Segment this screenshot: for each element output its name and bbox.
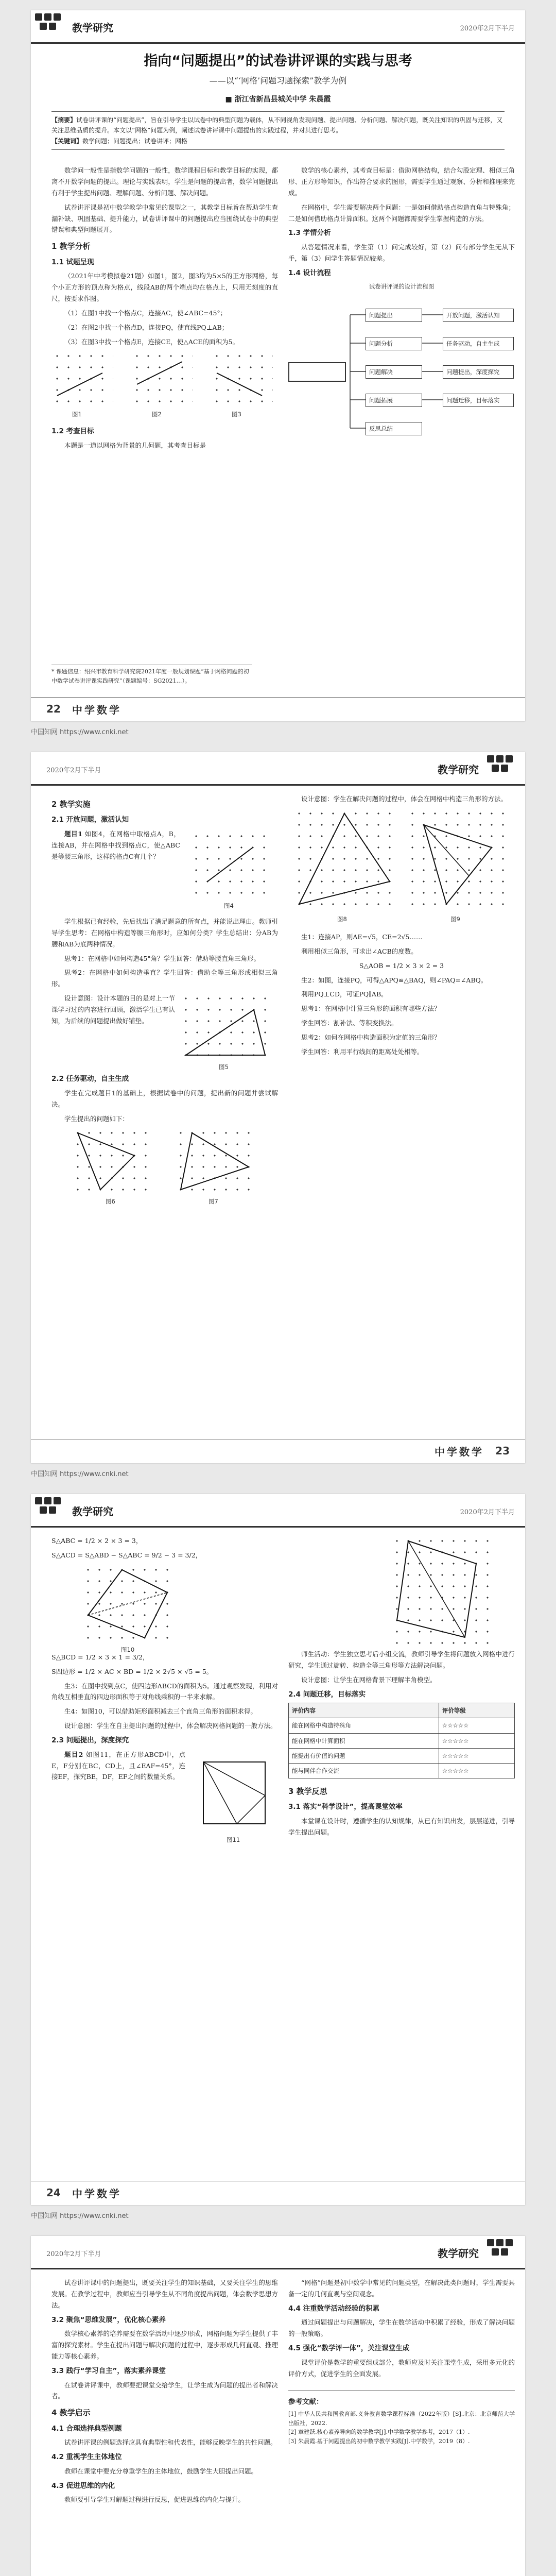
section-heading: 1 教学分析	[51, 242, 91, 251]
subsection-heading: 3.3 践行“学习自主”，落实素养课堂	[51, 2366, 166, 2375]
subsection-heading: 2.1 开放问题，激活认知	[51, 816, 129, 824]
article-subtitle: ——以“‘网格’问题习题探索”教学为例	[209, 76, 347, 86]
figure-caption: 图8	[337, 915, 347, 923]
page-number: 24	[46, 2187, 61, 2199]
figure-caption: 图6	[106, 1198, 115, 1206]
triangle-diagram	[293, 808, 395, 910]
references	[288, 2390, 515, 2446]
page-number: 23	[495, 1445, 510, 1457]
watermark: 中国知网 https://www.cnki.net	[31, 728, 129, 736]
body-paragraph: 思考2：在网格中如何构造垂直？学生回答：借助全等三角形或相似三角形。	[51, 969, 278, 988]
body-paragraph: 在网格中，学生需要解决两个问题：一是如何借助格点构造直角与特殊角；二是如何借助格点计算面积。这两个问题都需要学生掌握构造的方法。	[288, 203, 515, 223]
body-paragraph: 学生回答：割补法、等积变换法。	[301, 1019, 398, 1027]
page-number: 22	[46, 703, 61, 715]
body-paragraph: “网格”问题是初中数学中常见的问题类型，在解决此类问题时，学生需要具备一定的几何直观与空间观念。	[288, 2279, 515, 2298]
right-column	[288, 793, 515, 1061]
journal-name: 中学数学	[72, 704, 121, 716]
subsection-heading: 1.4 设计流程	[288, 268, 331, 277]
table-cell: 能与同伴合作交流	[289, 1763, 439, 1778]
left-column	[51, 1535, 278, 1852]
triangle-diagram	[72, 1127, 151, 1195]
references-title: 参考文献：	[288, 2397, 323, 2406]
watermark: 中国知网 https://www.cnki.net	[31, 1470, 129, 1478]
subsection-heading: 3.2 聚焦“思维发展”，优化核心素养	[51, 2315, 166, 2324]
page-23	[31, 752, 525, 1463]
page-footer	[31, 1439, 525, 1463]
body-paragraph: 设计意图：学生在解决问题的过程中，体会在网格中构造三角形的方法。	[301, 795, 508, 803]
formula: S△ACD = S△ABD − S△ABC = 9/2 − 3 = 3/2，	[51, 1551, 202, 1559]
grid-figure	[407, 808, 509, 910]
problem-block	[51, 828, 278, 916]
figure-row	[51, 993, 278, 1070]
table-header: 评价等级	[439, 1703, 514, 1718]
section-label: 教学研究	[72, 22, 113, 34]
body-paragraph: 利用PQ⊥CD，可证PQ∥AB。	[301, 990, 388, 998]
figure-caption: 图4	[224, 902, 234, 909]
body-paragraph: 生1：连接AP，则AE=√5，CE=2√5……	[301, 933, 423, 941]
page-25	[31, 2236, 525, 2576]
flowchart-detail: 问题迁移，目标落实	[443, 394, 514, 407]
body-paragraph: 生2：如图，连接PQ，可得△APQ≌△BAQ，则∠PAQ=∠ABQ。	[301, 976, 488, 984]
section-heading: 4 教学启示	[51, 2408, 91, 2418]
subsection-heading: 4.4 注重数学活动经验的积累	[288, 2304, 380, 2313]
figure-caption: 图9	[450, 915, 460, 923]
body-paragraph: 思考1：在网格中如何构造45°角？学生回答：借助等腰直角三角形。	[64, 954, 260, 962]
problem-text: 如图4，在网格中取格点A，B，连接AB，并在网格中找到格点C，使△ABC是等腰三角形，这样的格点C有几个？	[51, 829, 180, 860]
body-paragraph: 学生提出的问题如下：	[64, 1114, 129, 1123]
grid-figure	[190, 831, 270, 899]
body-paragraph: 师生活动：学生独立思考后小组交流，教师引导学生将问题放入网格中进行研究，学生通过旋转、构造全等三角形等方法解决问题。	[288, 1650, 515, 1669]
left-column	[51, 793, 278, 1205]
quadrilateral-diagram	[391, 1535, 493, 1649]
problem-item: （1）在图1中找一个格点C，连接AC，使∠ABC=45°；	[64, 309, 227, 317]
subsection-heading: 3.1 落实“科学设计”，提高课堂效率	[288, 1803, 403, 1811]
left-column	[51, 165, 278, 454]
figure-row	[51, 350, 278, 422]
subsection-heading: 4.1 合理选择典型例题	[51, 2424, 122, 2433]
subsection-heading: 2.3 问题提出，深度探究	[51, 1736, 129, 1744]
figure-caption: 图2	[152, 411, 162, 418]
flowchart-step: 问题提出	[366, 309, 422, 322]
flowchart-step: 反思总结	[366, 422, 422, 435]
table-row	[289, 1733, 515, 1748]
body-paragraph: 数学核心素养的培养需要在数学活动中逐步形成，网格问题为学生提供了丰富的探究素材。学生在提出问题与解决问题的过程中，逐步形成几何直观、推理能力等核心素养。	[51, 2330, 278, 2360]
abstract-label: 【摘要】	[51, 116, 77, 124]
rating-stars: ☆☆☆☆☆	[439, 1763, 514, 1778]
header-decoration-icon	[35, 1497, 66, 1523]
header-decoration-icon	[487, 2239, 518, 2265]
triangle-diagram	[180, 993, 271, 1061]
body-paragraph: 试卷讲评课中的问题提出，既要关注学生的知识基础，又要关注学生的思维发展。在教学过程中，教师应当引导学生从不同角度提出问题，体会数学思想方法。	[51, 2279, 278, 2309]
section-heading: 3 教学反思	[288, 1786, 327, 1796]
intro-paragraph: 试卷讲评课是初中数学教学中常见的课型之一，其教学目标旨在帮助学生查漏补缺、巩固基础、提升能力，试卷讲评课中的问题提出应当围绕试卷中的典型错误和典型问题展开。	[51, 203, 278, 234]
flowchart-root	[288, 362, 346, 382]
body-paragraph: 教师要引导学生对解题过程进行反思，促进思维的内化与提升。	[64, 2496, 245, 2504]
subsection-heading: 2.4 问题迁移，目标落实	[288, 1690, 366, 1699]
body-paragraph: 学生在完成题目1的基础上，根据试卷中的问题，提出新的问题并尝试解决。	[51, 1089, 278, 1108]
table-row	[289, 1763, 515, 1778]
table-header-row	[289, 1703, 515, 1718]
rating-stars: ☆☆☆☆☆	[439, 1733, 514, 1748]
segment-diagram	[51, 350, 113, 407]
grid-figure	[293, 808, 395, 910]
problem-text: （2021年中考模拟卷21题）如图1，图2，图3均为5×5的正方形网格，每个小正方形的顶点称为格点，线段AB的两个端点均在格点上，只用无刻度的直尺，按要求作图。	[51, 272, 278, 302]
body-paragraph: 思考2：如何在网格中构造面积为定值的三角形？	[301, 1033, 441, 1041]
segment-diagram	[211, 350, 273, 407]
header-decoration-icon	[487, 755, 518, 781]
subsection-heading: 1.3 学情分析	[288, 229, 331, 238]
problem-label: 题目1	[64, 829, 83, 838]
section-heading: 2 教学实施	[51, 800, 91, 809]
body-paragraph: 本堂课在设计时，遵循学生的认知规律，从已有知识出发，层层递进，引导学生提出问题。	[288, 1817, 515, 1836]
body-paragraph: 设计意图：学生在自主提出问题的过程中，体会解决网格问题的一般方法。	[64, 1722, 277, 1730]
flowchart-step: 问题解决	[366, 365, 422, 379]
table-cell: 能在网格中计算面积	[289, 1733, 439, 1748]
grid-figure	[391, 1535, 493, 1649]
page-24	[31, 1494, 525, 2205]
subsection-heading: 4.3 促进思维的内化	[51, 2481, 115, 2490]
page-header	[31, 1494, 525, 1528]
body-paragraph: 生3：在图中找到点C，使四边形ABCD的面积为5。通过观察发现，利用对角线互相垂直的四边形面积等于对角线乘积的一半来求解。	[51, 1682, 278, 1701]
right-column	[288, 2277, 515, 2446]
body-paragraph: 利用相似三角形，可求出∠ACB的度数。	[301, 947, 418, 955]
body-paragraph: 生4：如图10，可以借助矩形面积减去三个直角三角形的面积求得。	[64, 1707, 257, 1716]
grid-figure	[72, 1127, 151, 1195]
formula: S四边形 = 1/2 × AC × BD = 1/2 × 2√5 × √5 = 5。	[51, 1667, 213, 1675]
body-paragraph: 学生根据已有经验，先后找出了满足题意的所有点，并能说出理由。教师引导学生思考：在网格中构造等腰三角形时，应如何分类？学生总结出：分AB为腰和AB为底两种情况。	[51, 917, 278, 948]
flowchart-step: 问题分析	[366, 337, 422, 350]
table-cell: 能在网格中构造特殊角	[289, 1718, 439, 1733]
segment-diagram	[190, 831, 270, 899]
figure-caption: 图1	[72, 411, 82, 418]
body-paragraph: 思考1：在网格中计算三角形的面积有哪些方法？	[301, 1005, 441, 1013]
grid-figure	[51, 350, 113, 407]
page-footer	[31, 2181, 525, 2205]
section-label: 教学研究	[72, 1505, 113, 1518]
body-paragraph: 设计意图：设计本题的目的是对上一节课学习过的内容进行回顾，激活学生已有认知，为后续的问题提出做好铺垫。	[51, 994, 175, 1025]
flowchart-detail: 开放问题，激活认知	[443, 309, 514, 322]
figure-caption: 图11	[227, 1836, 240, 1843]
body-paragraph: 数学的核心素养，其考查目标是：借助网格结构，结合勾股定理、相似三角形、正方形等知识，作出符合要求的图形，需要学生通过观察、分析和推理来完成。	[288, 166, 515, 197]
formula: S△BCD = 1/2 × 3 × 1 = 3/2，	[51, 1653, 149, 1661]
formula: S△AOB = 1/2 × 3 × 2 = 3	[359, 961, 444, 970]
figure-row	[288, 808, 515, 931]
body-paragraph: 通过问题提出与问题解决，学生在数学活动中积累了经验，形成了解决问题的一般策略。	[288, 2318, 515, 2338]
footnote: * 课题信息：绍兴市教育科学研究院2021年度一般规划课题“基于网格问题的初中数学试卷讲评课实践研究”（课题编号：SG2021…）。	[51, 665, 252, 685]
body-paragraph: 本题是一道以网格为背景的几何题，其考查目标是	[64, 442, 206, 449]
triangle-diagram	[175, 1127, 254, 1195]
body-paragraph: 课堂评价是教学的重要组成部分，教师应及时关注课堂生成，采用多元化的评价方式，促进学生的全面发展。	[288, 2358, 515, 2378]
grid-figure	[175, 1127, 254, 1195]
table-row	[289, 1748, 515, 1763]
subsection-heading: 4.5 强化“数学评一体”，关注课堂生成	[288, 2344, 410, 2353]
subsection-heading: 1.2 考查目标	[51, 427, 94, 436]
keywords-label: 【关键词】	[51, 137, 83, 145]
square-diagram	[196, 1754, 273, 1832]
figure-row	[51, 1564, 278, 1652]
journal-name: 中学数学	[435, 1446, 484, 1458]
problem-label: 题目2	[64, 1750, 83, 1758]
evaluation-table	[288, 1703, 515, 1778]
page-header	[31, 10, 525, 44]
triangle-diagram	[407, 808, 509, 910]
body-paragraph: 学生回答：利用平行线间的距离处处相等。	[301, 1047, 424, 1056]
formula: S△ABC = 1/2 × 2 × 3 = 3，	[51, 1537, 143, 1545]
intro-paragraph: 数学问一般性是指数学问题的一般性，数学课程目标和教学目标的实现，都离不开数学问题的提出。理论与实践表明，学生是问题的提出者，数学问题提出有利于学生提出问题、理解问题、分析问题、解决问题。	[51, 166, 278, 197]
flowchart	[288, 294, 515, 449]
page-header	[31, 752, 525, 786]
abstract-text: 试卷讲评课的“问题提出”，旨在引导学生以试卷中的典型问题为载体，从不同视角发现问题、提出问题、分析问题、解决问题，既关注知识的巩固与迁移，又关注思维品质的提升。本文以“网格”问题为例，阐述试卷讲评课中问题提出的实践过程，并对其进行思考。	[51, 116, 503, 134]
quadrilateral-diagram	[82, 1564, 173, 1643]
header-decoration-icon	[35, 13, 66, 39]
grid-figure	[180, 993, 271, 1061]
subsection-heading: 4.2 重视学生主体地位	[51, 2453, 122, 2461]
problem-item: （3）在图3中找一个格点E，连接CE，使△ACE的面积为5。	[64, 337, 239, 346]
table-cell: 能提出有价值的问题	[289, 1748, 439, 1763]
figure-caption: 图10	[121, 1646, 135, 1653]
problem-text	[51, 1749, 185, 1783]
abstract-block	[51, 111, 505, 150]
body-paragraph: 设计意图：让学生在网格背景下理解半角模型。	[301, 1675, 437, 1684]
subsection-heading: 1.1 试题呈现	[51, 258, 94, 266]
section-label: 教学研究	[438, 2247, 479, 2260]
problem-block	[51, 1749, 278, 1852]
problem-item: （2）在图2中找一个格点D，连接PQ，使直线PQ⊥AB；	[64, 323, 229, 331]
figure-caption: 图5	[219, 1063, 229, 1071]
figure-caption: 图7	[208, 1198, 218, 1206]
section-label: 教学研究	[438, 764, 479, 776]
flowchart-step: 问题拓展	[366, 394, 422, 407]
rating-stars: ☆☆☆☆☆	[439, 1748, 514, 1763]
keywords-text: 数学问题；问题提出；试卷讲评；网格	[82, 137, 188, 145]
issue-date: 2020年2月下半月	[46, 2250, 101, 2258]
body-paragraph: 试卷讲评课的例题选择应具有典型性和代表性，能够反映学生的共性问题。	[64, 2438, 277, 2447]
body-paragraph: 从答题情况来看，学生第（1）问完成较好，第（2）问有部分学生无从下手，第（3）问学生答题情况较差。	[288, 243, 515, 262]
subsection-heading: 2.2 任务驱动，自主生成	[51, 1075, 129, 1083]
grid-figure	[211, 350, 273, 407]
figure-caption: 图3	[232, 411, 241, 418]
page-footer	[31, 697, 525, 721]
figure-row	[51, 1127, 278, 1205]
left-column	[51, 2277, 278, 2509]
problem-body: 如图11，在正方形ABCD中，点E，F分别在BC，CD上，且∠EAF=45°，连接EF，探究BE，DF，EF之间的数量关系。	[51, 1750, 185, 1781]
reference-item: [2] 章建跃.核心素养导向的数学教学[J].中学数学教学参考，2017（1）.	[288, 2429, 470, 2436]
page-header	[31, 2236, 525, 2269]
square-figure	[196, 1754, 273, 1832]
reference-item: [3] 朱晨霞.基于问题提出的初中数学教学实践[J].中学数学，2019（8）.	[288, 2437, 470, 2445]
table-row	[289, 1718, 515, 1733]
right-column	[288, 165, 515, 449]
body-paragraph: 教师在课堂中要充分尊重学生的主体地位，鼓励学生大胆提出问题。	[64, 2467, 258, 2475]
body-paragraph: 在试卷讲评课中，教师要把课堂交给学生，让学生成为问题的提出者和解决者。	[51, 2381, 278, 2400]
right-column	[288, 1535, 515, 1841]
flowchart-title: 试卷讲评课的设计流程图	[369, 283, 435, 291]
flowchart-detail: 任务驱动，自主生成	[443, 337, 514, 350]
article-title: 指向“问题提出”的试卷讲评课的实践与思考	[144, 53, 412, 69]
flowchart-detail: 问题提出，深度探究	[443, 365, 514, 379]
page-22	[31, 10, 525, 721]
reference-item: [1] 中华人民共和国教育部.义务教育数学课程标准（2022年版）[S].北京：北京师范大学出版社，2022.	[288, 2411, 515, 2427]
issue-date: 2020年2月下半月	[460, 25, 515, 32]
issue-date: 2020年2月下半月	[460, 1509, 515, 1516]
journal-name: 中学数学	[72, 2188, 121, 2200]
issue-date: 2020年2月下半月	[46, 767, 101, 774]
segment-diagram	[131, 350, 193, 407]
watermark: 中国知网 https://www.cnki.net	[31, 2212, 129, 2220]
table-header: 评价内容	[289, 1703, 439, 1718]
grid-figure	[82, 1564, 173, 1643]
rating-stars: ☆☆☆☆☆	[439, 1718, 514, 1733]
author-line: ■ 浙江省新昌县城关中学 朱晨霞	[225, 95, 331, 104]
grid-figure	[131, 350, 193, 407]
